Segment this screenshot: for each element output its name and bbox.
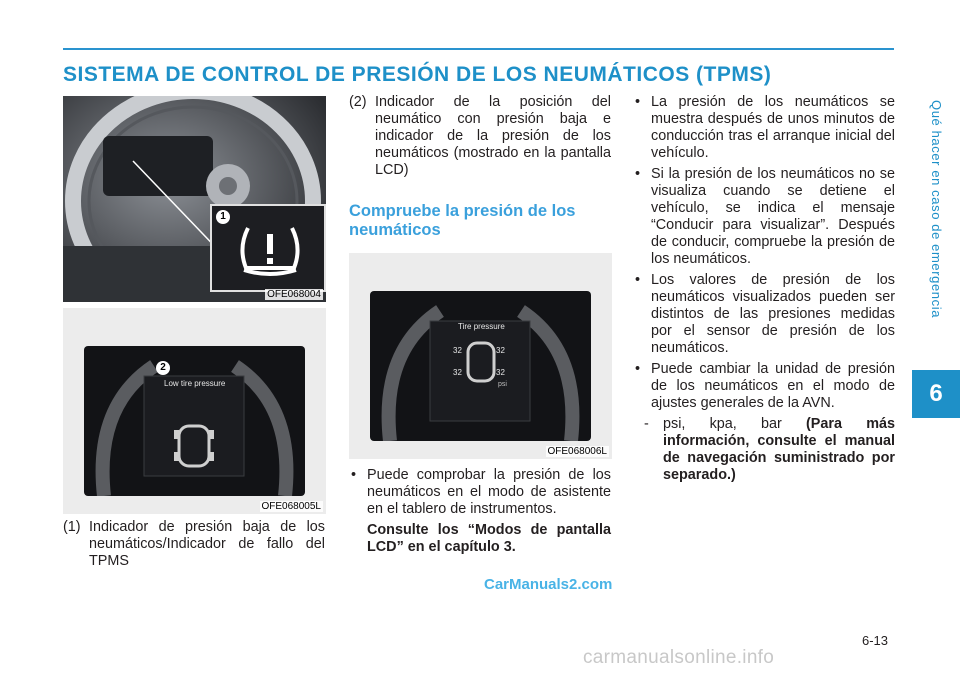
column-2-bullets bbox=[349, 467, 611, 560]
figure-code-3: OFE068006L bbox=[547, 446, 607, 457]
column-3-bullets bbox=[633, 94, 895, 484]
marker-2: 2 bbox=[156, 361, 170, 375]
bullet-dot: • bbox=[351, 467, 357, 483]
sub-dash: - bbox=[644, 416, 649, 432]
tire-pressure-display bbox=[370, 291, 591, 441]
bullet-note bbox=[367, 522, 611, 556]
low-tire-pressure-text: Low tire pressure bbox=[164, 379, 226, 388]
tpms-warning-icon bbox=[230, 220, 310, 280]
marker-1: 1 bbox=[216, 210, 230, 224]
bullet-3-text: Los valores de presión de los neumáticos visualizados pueden ser distintos de las presiones medidas por el sensor de presión de los neumáticos. bbox=[651, 272, 895, 356]
column-1-text bbox=[63, 519, 325, 570]
top-rule bbox=[63, 48, 894, 50]
chapter-side-label: Qué hacer en caso de emergencia bbox=[929, 100, 944, 319]
sub-item-units-text: psi, kpa, bar bbox=[663, 416, 806, 432]
item-2-label: (2) bbox=[349, 94, 367, 110]
bullet-4 bbox=[633, 361, 895, 412]
bullet-1 bbox=[633, 94, 895, 162]
item-1 bbox=[63, 519, 325, 570]
bullet-dot: • bbox=[635, 94, 641, 110]
tpms-warning-callout bbox=[210, 204, 326, 292]
figure-cluster-low-pressure bbox=[63, 308, 326, 514]
bullet-check-pressure-text: Puede comprobar la presión de los neumáticos en el modo de asistente en el tablero de instrumentos. bbox=[367, 467, 611, 517]
bullet-dot: • bbox=[635, 272, 641, 288]
figure-dashboard-photo bbox=[63, 96, 326, 302]
pressure-rear-left: 32 bbox=[453, 368, 462, 377]
item-2-text: Indicador de la posición del neumático con presión baja e indicador de la presión de los neumáticos (mostrado en la pantalla LCD) bbox=[375, 94, 611, 178]
column-2-item bbox=[349, 94, 611, 179]
site-watermark: CarManuals2.com bbox=[484, 576, 613, 593]
page-title: SISTEMA DE CONTROL DE PRESIÓN DE LOS NEUMÁTICOS (TPMS) bbox=[63, 63, 772, 86]
figure-code-1: OFE068004 bbox=[267, 289, 321, 300]
item-2 bbox=[349, 94, 611, 179]
bullet-1-text: La presión de los neumáticos se muestra después de unos minutos de conducción tras el arranque inicial del vehículo. bbox=[651, 94, 895, 161]
bullet-4-text: Puede cambiar la unidad de presión de los neumáticos en el modo de ajustes generales de la AVN. bbox=[651, 361, 895, 411]
chapter-number-tab: 6 bbox=[912, 370, 960, 418]
item-1-text: Indicador de presión baja de los neumáticos/Indicador de fallo del TPMS bbox=[89, 519, 325, 569]
tire-pressure-title: Tire pressure bbox=[458, 322, 505, 331]
page-number: 6-13 bbox=[862, 633, 889, 648]
section-heading: Compruebe la presión de los neumáticos bbox=[349, 202, 576, 239]
pressure-rear-right: 32 bbox=[496, 368, 505, 377]
bullet-2-text: Si la presión de los neumáticos no se visualiza cuando se detiene el vehículo, se indica el mensaje “Conducir para visualizar”. Después de conducir, compruebe la presión de los neumáticos. bbox=[651, 166, 895, 267]
cluster-display bbox=[84, 346, 305, 496]
bullet-dot: • bbox=[635, 166, 641, 182]
bullet-3 bbox=[633, 272, 895, 357]
bullet-dot: • bbox=[635, 361, 641, 377]
sub-item-units bbox=[633, 416, 895, 484]
sub-item-units-note: (Para más información, consulte el manual de navegación suministrado por separado.) bbox=[663, 416, 895, 483]
tire-pressure-gauge-art bbox=[370, 291, 591, 441]
pressure-unit: psi bbox=[498, 381, 507, 388]
bullet-note-text: Consulte los “Modos de pantalla LCD” en el capítulo 3. bbox=[367, 522, 611, 555]
item-1-label: (1) bbox=[63, 519, 81, 535]
figure-code-2: OFE068005L bbox=[261, 501, 321, 512]
pressure-front-left: 32 bbox=[453, 346, 462, 355]
pressure-front-right: 32 bbox=[496, 346, 505, 355]
cluster-gauge-art bbox=[84, 346, 305, 496]
bullet-check-pressure bbox=[349, 467, 611, 556]
figure-cluster-tire-pressure bbox=[349, 253, 612, 459]
bullet-2 bbox=[633, 166, 895, 268]
footer-watermark: carmanualsonline.info bbox=[583, 647, 775, 668]
